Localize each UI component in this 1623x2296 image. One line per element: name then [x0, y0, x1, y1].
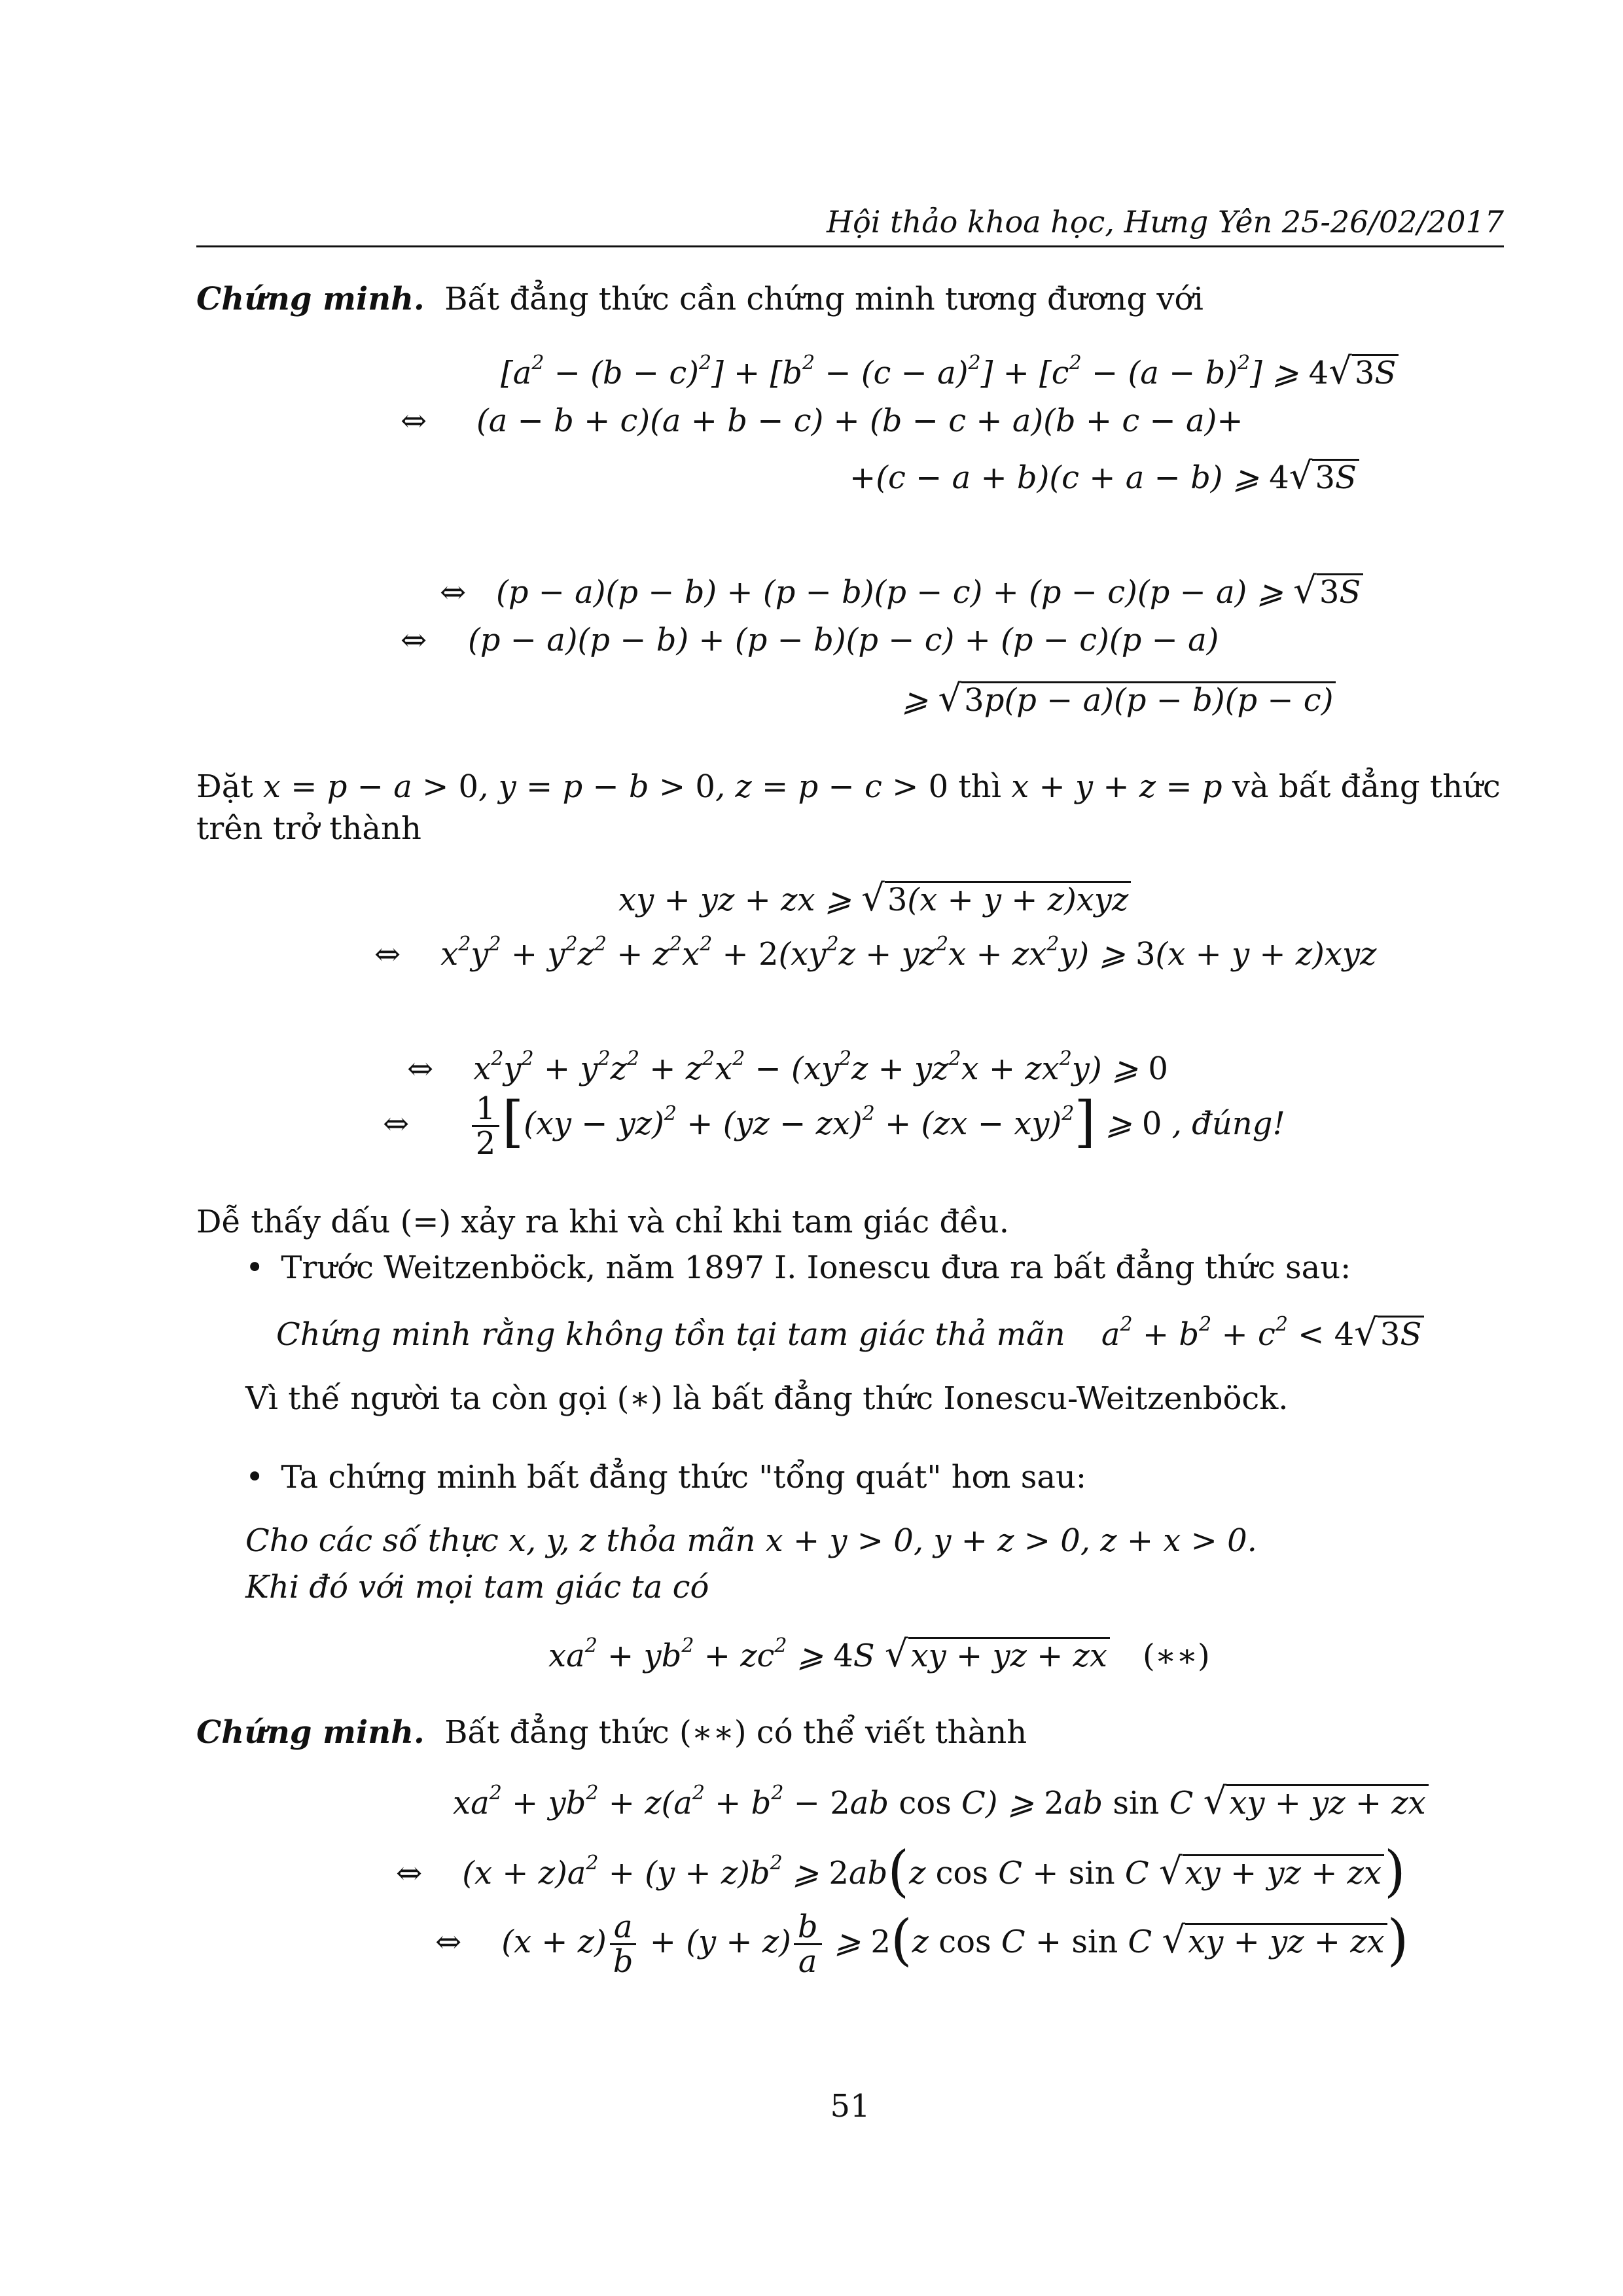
- header-rule: [196, 245, 1504, 247]
- generalization-line-1: Cho các số thực x, y, z thỏa mãn x + y > 0, y + z > 0, z + x > 0.: [245, 1522, 1257, 1559]
- equation-8: ⇔ $x^2y^2 + y^2z^2 + z^2x^2 + 2(xy^2z + yz^2x + zx^2y)$ ⩾ 3(x + y + z)xyz: [374, 933, 1377, 973]
- equation-12: $xa^2 + yb^2 + z(a^2 + b^2 - 2ab$ cos C) ⩾ 2ab sin C √xy + yz + zx: [453, 1780, 1429, 1823]
- verdict: đúng!: [1192, 1105, 1285, 1142]
- equation-5: ⇔: [401, 622, 427, 658]
- equation-4: ⇔ (p − a)(p − b) + (p − b)(p − c) + (p − c)(p − a) ⩾ √3S: [440, 569, 1363, 612]
- equation-11: $xa^2 + yb^2 + zc^2$ ⩾ 4S √xy + yz + zx (∗∗): [548, 1633, 1210, 1676]
- equation-2: ⇔: [401, 403, 427, 439]
- equation-13: ⇔ $(x + z)a^2 + (y + z)b^2$ ⩾ 2ab(z cos C + sin C √xy + yz + zx): [396, 1839, 1406, 1903]
- generalization-line-2: Khi đó với mọi tam giác ta có: [245, 1569, 709, 1605]
- proof-intro: [196, 278, 1504, 320]
- proof-intro-text: Bất đẳng thức cần chứng minh tương đương với: [444, 281, 1204, 317]
- bullet-icon: •: [245, 1459, 264, 1496]
- bullet-icon: •: [245, 1249, 264, 1286]
- page-number: 51: [830, 2088, 870, 2125]
- running-header: Hội thảo khoa học, Hưng Yên 25-26/02/2017: [826, 204, 1504, 240]
- equation-1: $[a^2 - (b - c)^2] + [b^2 - (c - a)^2] + [c^2 - (a - b)^2]$ ⩾ 4√3S: [501, 350, 1399, 393]
- equation-5-body: (p − a)(p − b) + (p − b)(p − c) + (p − c)(p − a): [468, 622, 1219, 658]
- equation-tag: (∗∗): [1142, 1638, 1210, 1674]
- equation-6: ⩾ √3p(p − a)(p − b)(p − c): [902, 677, 1336, 720]
- proof-label: Chứng minh.: [196, 1714, 425, 1751]
- equation-2-body: (a − b + c)(a + b − c) + (b − c + a)(b + c − a)+: [476, 403, 1243, 439]
- bullet-item-2: • Ta chứng minh bất đẳng thức "tổng quát" hơn sau:: [245, 1459, 1087, 1496]
- proof-2-text: Bất đẳng thức (∗∗) có thể viết thành: [444, 1714, 1027, 1751]
- equation-3: +(c − a + b)(c + a − b) ⩾ 4√3S: [849, 455, 1359, 497]
- ionescu-claim: Chứng minh rằng không tồn tại tam giác thả mãn $a^2 + b^2 + c^2 < 4√3S$: [276, 1312, 1487, 1355]
- proof-label: Chứng minh.: [196, 281, 425, 317]
- equality-note: Dễ thấy dấu (=) xảy ra khi và chỉ khi tam giác đều.: [196, 1204, 1009, 1240]
- bullet-item-1: • Trước Weitzenböck, năm 1897 I. Ionescu đưa ra bất đẳng thức sau:: [245, 1249, 1351, 1286]
- proof-2-intro: [196, 1712, 1504, 1753]
- equation-14: ⇔ (x + z) $\frac{a}{b}$ + (y + z) $\frac{b}{a}$ ⩾ 2(z cos C + sin C √xy + yz + zx): [435, 1908, 1409, 1980]
- equation-10: ⇔ $\frac{1}{2}$ [(xy − yz)$^2$ + (yz − zx)$^2$ + (zx − xy)$^2$] ⩾ 0 , đúng!: [383, 1090, 1285, 1162]
- ionescu-conclusion: Vì thế người ta còn gọi (∗) là bất đẳng thức Ionescu-Weitzenböck.: [245, 1380, 1289, 1417]
- substitution-paragraph: Đặt x = p − a > 0, y = p − b > 0, z = p − c > 0 thì x + y + z = p và bất đẳng thức trên trở thành: [196, 768, 1501, 847]
- equation-9: ⇔ $x^2y^2 + y^2z^2 + z^2x^2 - (xy^2z + yz^2x + zx^2y)$ ⩾ 0: [407, 1047, 1168, 1087]
- equation-7: xy + yz + zx ⩾ √3(x + y + z)xyz: [618, 877, 1131, 920]
